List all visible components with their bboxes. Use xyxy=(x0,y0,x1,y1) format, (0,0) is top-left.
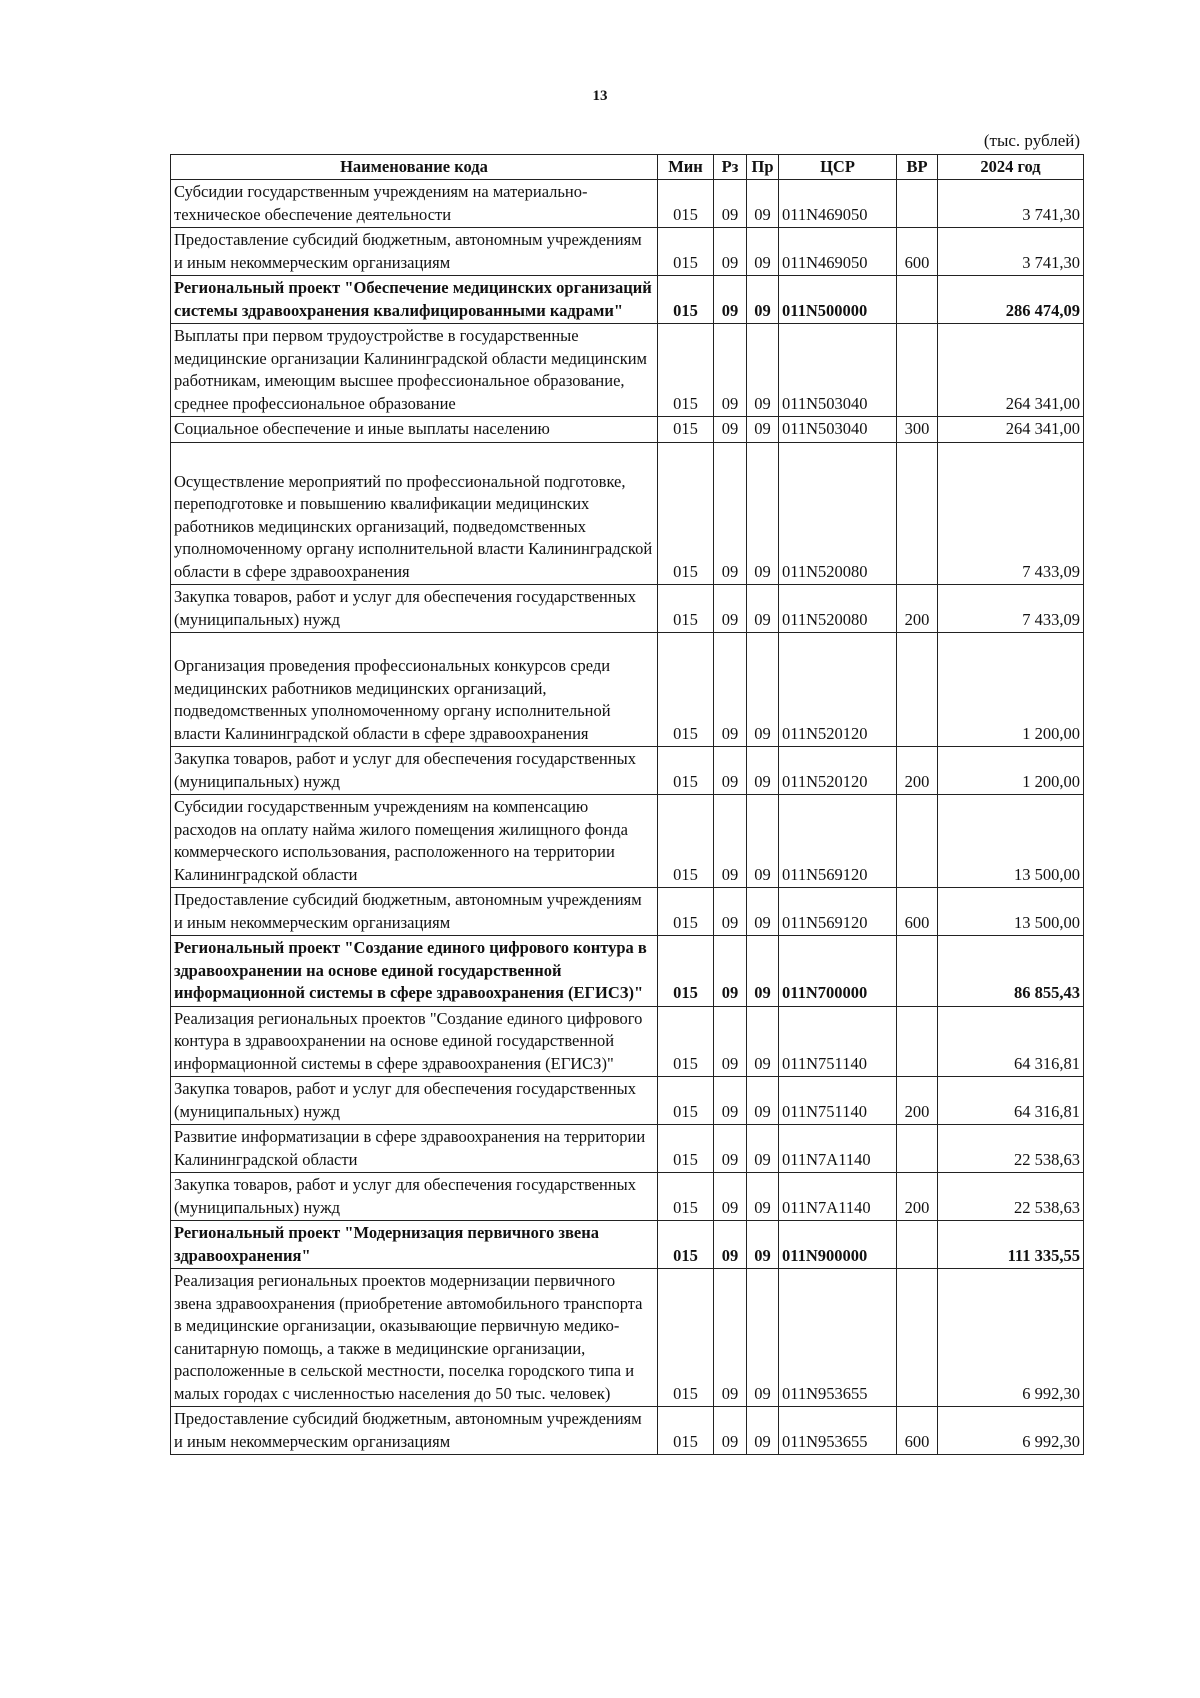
row-min: 015 xyxy=(658,585,714,633)
row-pr: 09 xyxy=(747,228,779,276)
row-rz: 09 xyxy=(714,585,747,633)
row-name: Региональный проект "Модернизация первичного звена здравоохранения" xyxy=(171,1221,658,1269)
row-rz: 09 xyxy=(714,228,747,276)
row-min: 015 xyxy=(658,633,714,747)
row-amount: 6 992,30 xyxy=(938,1269,1084,1407)
row-rz: 09 xyxy=(714,795,747,888)
table-row xyxy=(171,442,1084,585)
table-row xyxy=(171,888,1084,936)
row-csr: 011N7A1140 xyxy=(779,1173,897,1221)
row-rz: 09 xyxy=(714,1006,747,1077)
header-rz: Рз xyxy=(714,155,747,180)
table-row xyxy=(171,1221,1084,1269)
row-min: 015 xyxy=(658,936,714,1007)
table-row xyxy=(171,1006,1084,1077)
row-amount: 3 741,30 xyxy=(938,180,1084,228)
row-rz: 09 xyxy=(714,1407,747,1455)
row-amount: 1 200,00 xyxy=(938,633,1084,747)
row-vr xyxy=(897,936,938,1007)
row-amount: 13 500,00 xyxy=(938,888,1084,936)
row-amount: 22 538,63 xyxy=(938,1173,1084,1221)
row-csr: 011N700000 xyxy=(779,936,897,1007)
table-row xyxy=(171,180,1084,228)
row-vr xyxy=(897,180,938,228)
row-csr: 011N569120 xyxy=(779,888,897,936)
row-pr: 09 xyxy=(747,747,779,795)
row-name: Предоставление субсидий бюджетным, автономным учреждениям и иным некоммерческим организациям xyxy=(171,228,658,276)
row-rz: 09 xyxy=(714,324,747,417)
row-name: Субсидии государственным учреждениям на компенсацию расходов на оплату найма жилого помещения жилищного фонда коммерческого использования, расположенного на территории Калининградской области xyxy=(171,795,658,888)
row-amount: 22 538,63 xyxy=(938,1125,1084,1173)
table-row xyxy=(171,1125,1084,1173)
row-csr: 011N953655 xyxy=(779,1269,897,1407)
row-csr: 011N520120 xyxy=(779,747,897,795)
row-name: Субсидии государственным учреждениям на материально-техническое обеспечение деятельности xyxy=(171,180,658,228)
row-pr: 09 xyxy=(747,1006,779,1077)
row-vr xyxy=(897,442,938,585)
table-row xyxy=(171,795,1084,888)
row-min: 015 xyxy=(658,1221,714,1269)
budget-table xyxy=(170,154,1084,1455)
row-vr: 200 xyxy=(897,1077,938,1125)
row-name: Региональный проект "Создание единого цифрового контура в здравоохранении на основе единой государственной информационной системы в сфере здравоохранения (ЕГИСЗ)" xyxy=(171,936,658,1007)
row-csr: 011N503040 xyxy=(779,324,897,417)
row-csr: 011N569120 xyxy=(779,795,897,888)
table-row xyxy=(171,1173,1084,1221)
row-name: Реализация региональных проектов модернизации первичного звена здравоохранения (приобретение автомобильного транспорта в медицинские организации, оказывающие первичную медико-санитарную помощь, а также в медицинские организации, расположенные в сельской местности, поселка городского типа и малых городах с численностью населения до 50 тыс. человек) xyxy=(171,1269,658,1407)
row-rz: 09 xyxy=(714,1125,747,1173)
row-vr: 600 xyxy=(897,1407,938,1455)
table-row xyxy=(171,1269,1084,1407)
row-rz: 09 xyxy=(714,633,747,747)
row-pr: 09 xyxy=(747,585,779,633)
table-body xyxy=(171,180,1084,1455)
row-pr: 09 xyxy=(747,417,779,443)
row-min: 015 xyxy=(658,747,714,795)
row-rz: 09 xyxy=(714,276,747,324)
table-row xyxy=(171,936,1084,1007)
table-row xyxy=(171,417,1084,443)
row-vr xyxy=(897,1125,938,1173)
row-rz: 09 xyxy=(714,1269,747,1407)
table-row xyxy=(171,747,1084,795)
row-amount: 264 341,00 xyxy=(938,417,1084,443)
row-rz: 09 xyxy=(714,417,747,443)
row-min: 015 xyxy=(658,888,714,936)
header-year: 2024 год xyxy=(938,155,1084,180)
row-rz: 09 xyxy=(714,936,747,1007)
row-vr xyxy=(897,1221,938,1269)
row-min: 015 xyxy=(658,442,714,585)
row-name: Выплаты при первом трудоустройстве в государственные медицинские организации Калининградской области медицинским работникам, имеющим высшее профессиональное образование, среднее профессиональное образование xyxy=(171,324,658,417)
row-name: Закупка товаров, работ и услуг для обеспечения государственных (муниципальных) нужд xyxy=(171,1173,658,1221)
row-csr: 011N503040 xyxy=(779,417,897,443)
row-name: Предоставление субсидий бюджетным, автономным учреждениям и иным некоммерческим организациям xyxy=(171,888,658,936)
row-name: Предоставление субсидий бюджетным, автономным учреждениям и иным некоммерческим организациям xyxy=(171,1407,658,1455)
table-row xyxy=(171,1077,1084,1125)
row-vr: 200 xyxy=(897,747,938,795)
row-amount: 111 335,55 xyxy=(938,1221,1084,1269)
row-rz: 09 xyxy=(714,1221,747,1269)
row-amount: 264 341,00 xyxy=(938,324,1084,417)
row-min: 015 xyxy=(658,324,714,417)
header-min: Мин xyxy=(658,155,714,180)
row-min: 015 xyxy=(658,1269,714,1407)
row-csr: 011N469050 xyxy=(779,180,897,228)
row-pr: 09 xyxy=(747,1125,779,1173)
row-min: 015 xyxy=(658,1125,714,1173)
row-csr: 011N900000 xyxy=(779,1221,897,1269)
row-rz: 09 xyxy=(714,442,747,585)
row-amount: 286 474,09 xyxy=(938,276,1084,324)
row-pr: 09 xyxy=(747,1077,779,1125)
row-amount: 1 200,00 xyxy=(938,747,1084,795)
row-min: 015 xyxy=(658,1407,714,1455)
row-pr: 09 xyxy=(747,1407,779,1455)
row-min: 015 xyxy=(658,1077,714,1125)
row-vr: 300 xyxy=(897,417,938,443)
row-name: Закупка товаров, работ и услуг для обеспечения государственных (муниципальных) нужд xyxy=(171,1077,658,1125)
table-row xyxy=(171,324,1084,417)
row-name: Закупка товаров, работ и услуг для обеспечения государственных (муниципальных) нужд xyxy=(171,585,658,633)
row-vr xyxy=(897,276,938,324)
row-min: 015 xyxy=(658,276,714,324)
row-csr: 011N953655 xyxy=(779,1407,897,1455)
row-name: Реализация региональных проектов "Создание единого цифрового контура в здравоохранении на основе единой государственной информационной системы в сфере здравоохранения (ЕГИСЗ)" xyxy=(171,1006,658,1077)
row-pr: 09 xyxy=(747,180,779,228)
row-name: Региональный проект "Обеспечение медицинских организаций системы здравоохранения квалифицированными кадрами" xyxy=(171,276,658,324)
header-vr: ВР xyxy=(897,155,938,180)
header-csr: ЦСР xyxy=(779,155,897,180)
table-row xyxy=(171,1407,1084,1455)
table-row xyxy=(171,585,1084,633)
row-amount: 7 433,09 xyxy=(938,442,1084,585)
row-csr: 011N520120 xyxy=(779,633,897,747)
row-pr: 09 xyxy=(747,1221,779,1269)
row-csr: 011N7A1140 xyxy=(779,1125,897,1173)
row-csr: 011N500000 xyxy=(779,276,897,324)
row-pr: 09 xyxy=(747,633,779,747)
row-rz: 09 xyxy=(714,747,747,795)
row-pr: 09 xyxy=(747,888,779,936)
row-name: Развитие информатизации в сфере здравоохранения на территории Калининградской области xyxy=(171,1125,658,1173)
page-number: 13 xyxy=(592,88,608,104)
row-vr: 600 xyxy=(897,888,938,936)
table-header-row xyxy=(171,155,1084,180)
row-pr: 09 xyxy=(747,1269,779,1407)
row-vr: 200 xyxy=(897,585,938,633)
row-pr: 09 xyxy=(747,442,779,585)
row-pr: 09 xyxy=(747,276,779,324)
row-min: 015 xyxy=(658,417,714,443)
row-vr xyxy=(897,1269,938,1407)
header-name: Наименование кода xyxy=(171,155,658,180)
row-vr xyxy=(897,1006,938,1077)
row-amount: 7 433,09 xyxy=(938,585,1084,633)
row-vr xyxy=(897,324,938,417)
row-amount: 64 316,81 xyxy=(938,1006,1084,1077)
row-vr: 600 xyxy=(897,228,938,276)
row-rz: 09 xyxy=(714,888,747,936)
row-min: 015 xyxy=(658,228,714,276)
row-rz: 09 xyxy=(714,1077,747,1125)
row-name: Закупка товаров, работ и услуг для обеспечения государственных (муниципальных) нужд xyxy=(171,747,658,795)
row-vr xyxy=(897,795,938,888)
row-amount: 6 992,30 xyxy=(938,1407,1084,1455)
row-vr xyxy=(897,633,938,747)
row-name: Осуществление мероприятий по профессиональной подготовке, переподготовке и повышению квалификации медицинских работников медицинских организаций, подведомственных уполномоченному органу исполнительной власти Калининградской области в сфере здравоохранения xyxy=(171,442,658,585)
row-csr: 011N469050 xyxy=(779,228,897,276)
row-vr: 200 xyxy=(897,1173,938,1221)
row-pr: 09 xyxy=(747,324,779,417)
row-csr: 011N751140 xyxy=(779,1006,897,1077)
row-min: 015 xyxy=(658,795,714,888)
row-pr: 09 xyxy=(747,1173,779,1221)
row-pr: 09 xyxy=(747,936,779,1007)
row-amount: 64 316,81 xyxy=(938,1077,1084,1125)
row-min: 015 xyxy=(658,180,714,228)
table-row xyxy=(171,633,1084,747)
row-csr: 011N520080 xyxy=(779,442,897,585)
row-min: 015 xyxy=(658,1173,714,1221)
row-amount: 13 500,00 xyxy=(938,795,1084,888)
row-rz: 09 xyxy=(714,180,747,228)
header-pr: Пр xyxy=(747,155,779,180)
row-amount: 3 741,30 xyxy=(938,228,1084,276)
row-name: Организация проведения профессиональных конкурсов среди медицинских работников медицинских организаций, подведомственных уполномоченному органу исполнительной власти Калининградской области в сфере здравоохранения xyxy=(171,633,658,747)
row-amount: 86 855,43 xyxy=(938,936,1084,1007)
row-min: 015 xyxy=(658,1006,714,1077)
row-pr: 09 xyxy=(747,795,779,888)
row-csr: 011N751140 xyxy=(779,1077,897,1125)
row-name: Социальное обеспечение и иные выплаты населению xyxy=(171,417,658,443)
row-rz: 09 xyxy=(714,1173,747,1221)
units-label: (тыс. рублей) xyxy=(983,131,1080,150)
table-row xyxy=(171,228,1084,276)
table-row xyxy=(171,276,1084,324)
row-csr: 011N520080 xyxy=(779,585,897,633)
